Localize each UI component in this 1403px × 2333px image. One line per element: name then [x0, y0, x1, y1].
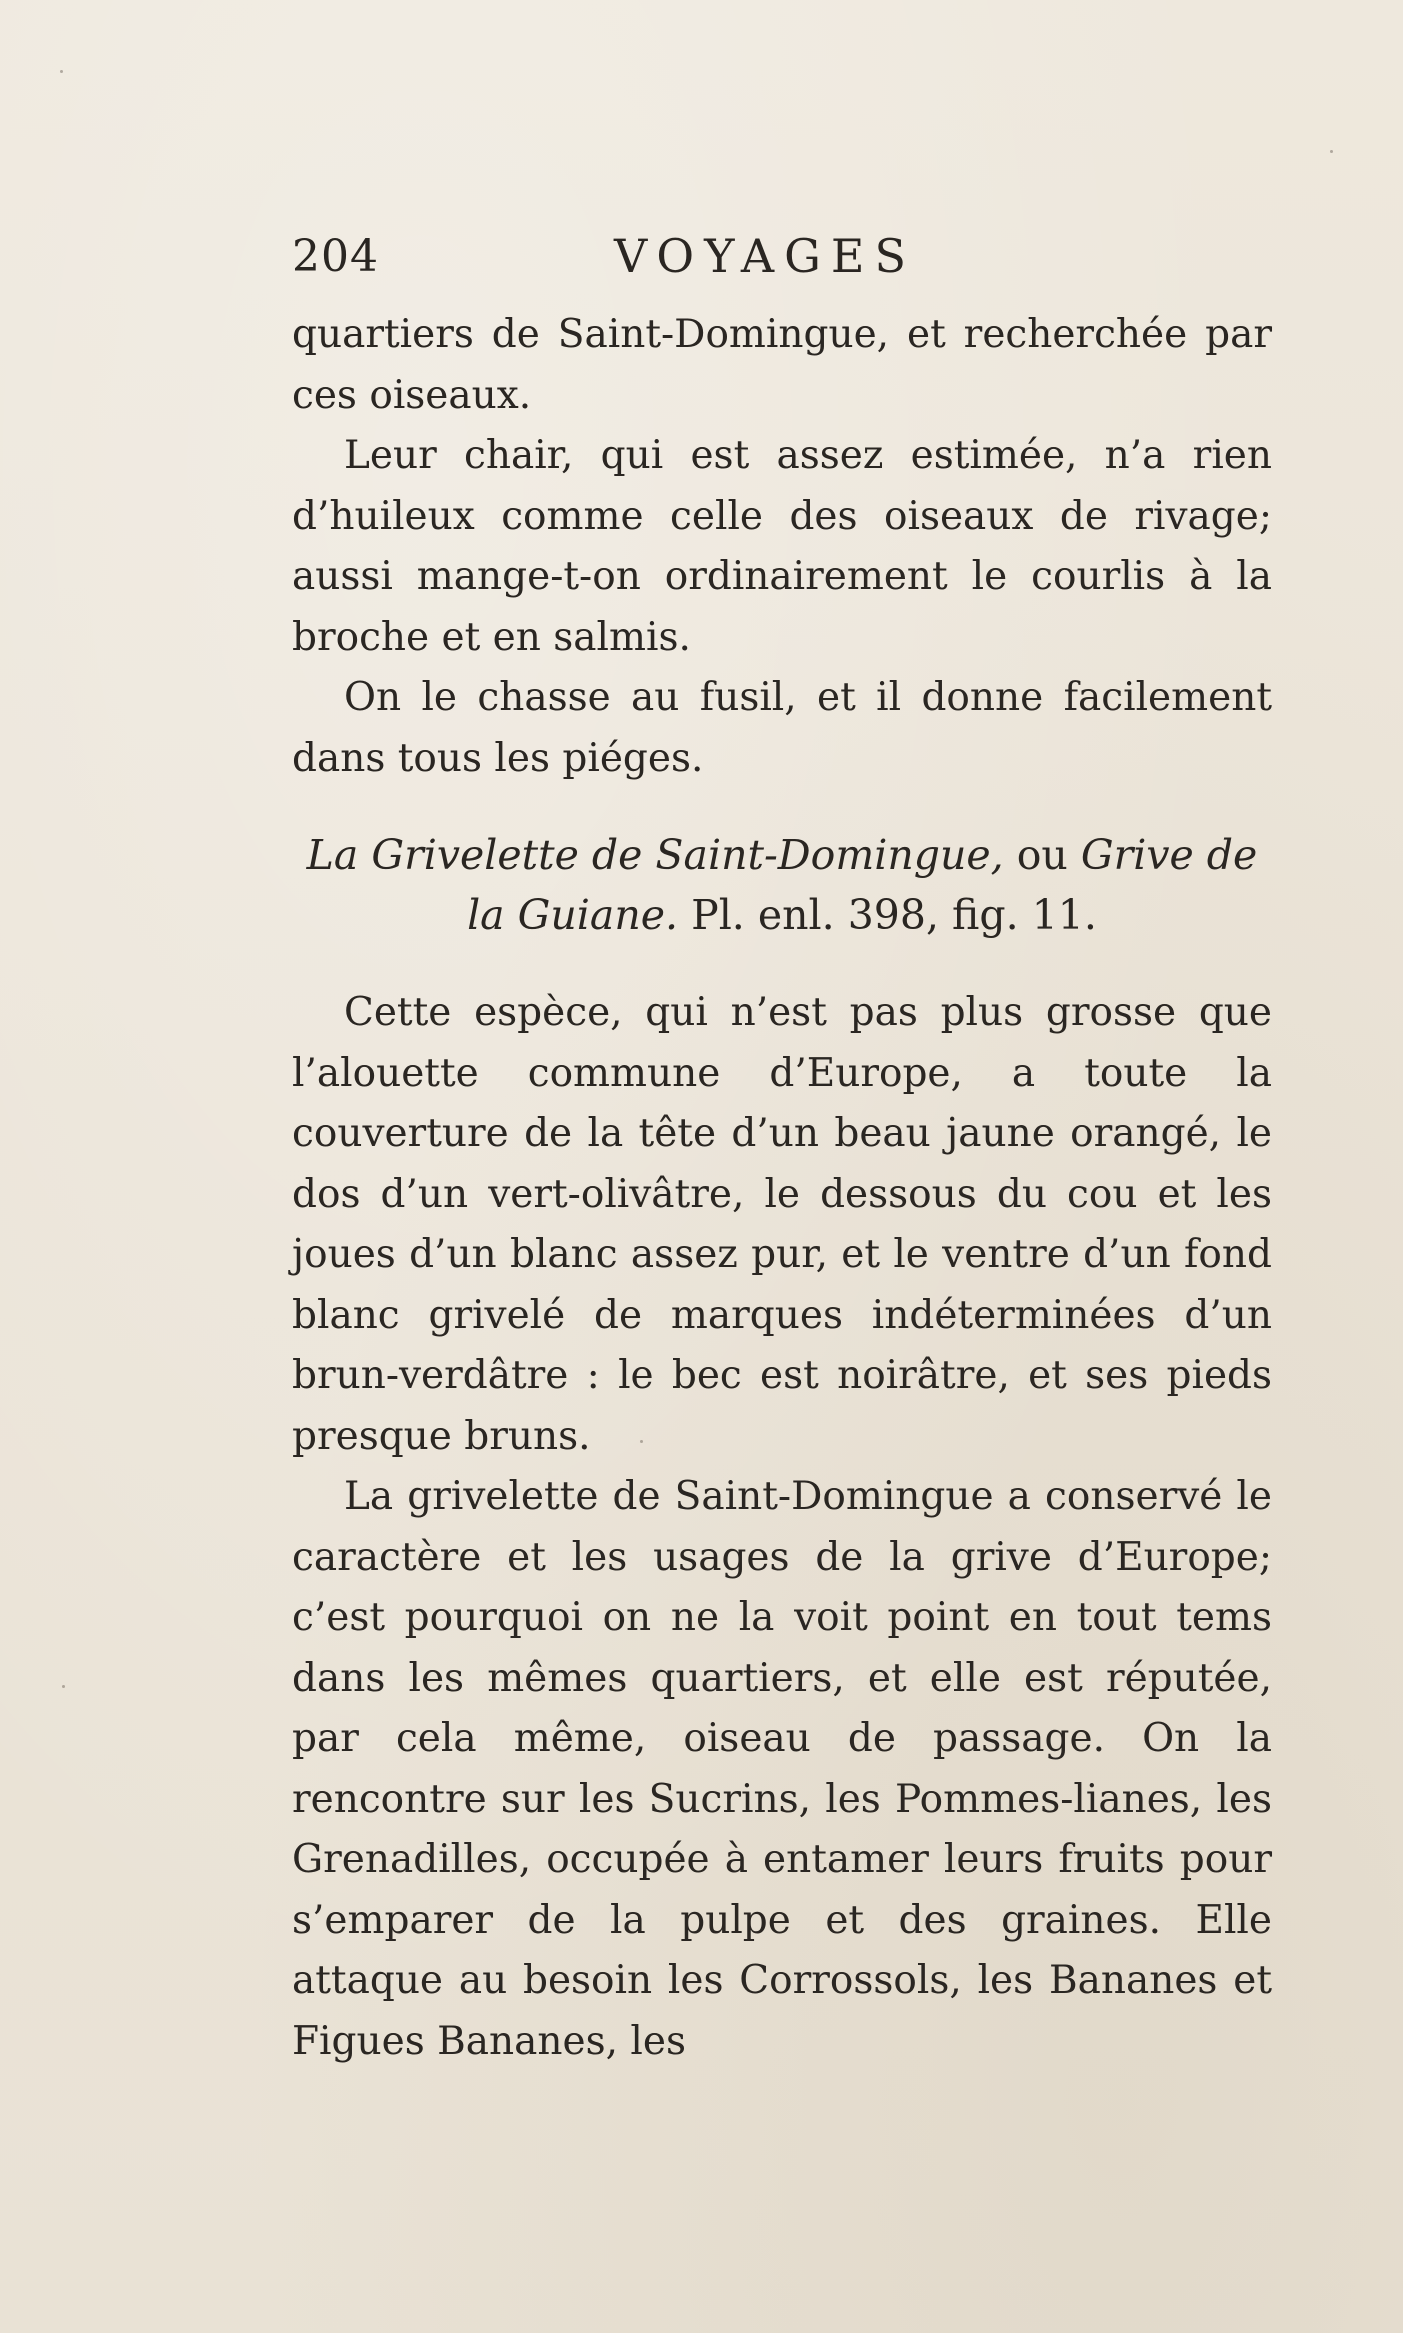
species-name: La Grivelette de Saint-Domingue, — [306, 831, 1004, 879]
plate-reference: Pl. enl. 398, fig. 11. — [678, 891, 1097, 939]
running-title: VOYAGES — [614, 229, 916, 283]
species-connector: ou — [1003, 831, 1081, 879]
page-header — [292, 225, 1272, 305]
species-alt-name: Grive de la Guiane. — [467, 831, 1258, 939]
paper-speck — [60, 70, 63, 73]
species-heading — [292, 825, 1272, 945]
paper-speck — [1330, 150, 1333, 153]
paper-speck — [640, 1440, 643, 1443]
paragraph-chair: Leur chair, qui est assez estimée, n’a rien d’huileux comme celle des oiseaux de rivage; aussi mange-t-on ordinairement le courlis à la broche et en salmis. — [292, 433, 1272, 660]
body-text — [292, 305, 1272, 2072]
paragraph-description: Cette espèce, qui n’est pas plus grosse que l’alouette commune d’Europe, a toute la couverture de la tête d’un beau jaune orangé, le dos d’un vert-olivâtre, le dessous du cou et les joues d’un blanc assez pur, et le ventre d’un fond blanc grivelé de marques indéterminées d’un brun-verdâtre : le bec est noirâtre, et ses pieds presque bruns. — [292, 990, 1272, 1459]
paper-speck — [1260, 1800, 1263, 1803]
paper-speck — [62, 1685, 65, 1688]
paragraph-continuation: quartiers de Saint-Domingue, et recherchée par ces oiseaux. — [292, 312, 1272, 418]
page-number: 204 — [292, 231, 379, 282]
paragraph-chasse: On le chasse au fusil, et il donne facilement dans tous les piéges. — [292, 675, 1272, 781]
paragraph-habits: La grivelette de Saint-Domingue a conservé le caractère et les usages de la grive d’Europe; c’est pourquoi on ne la voit point en tout tems dans les mêmes quartiers, et elle est réputée, par cela même, oiseau de passage. On la rencontre sur les Sucrins, les Pommes-lianes, les Grenadilles, occupée à entamer leurs fruits pour s’emparer de la pulpe et des graines. Elle attaque au besoin les Corrossols, les Bananes et Figues Bananes, les — [292, 1474, 1272, 2064]
